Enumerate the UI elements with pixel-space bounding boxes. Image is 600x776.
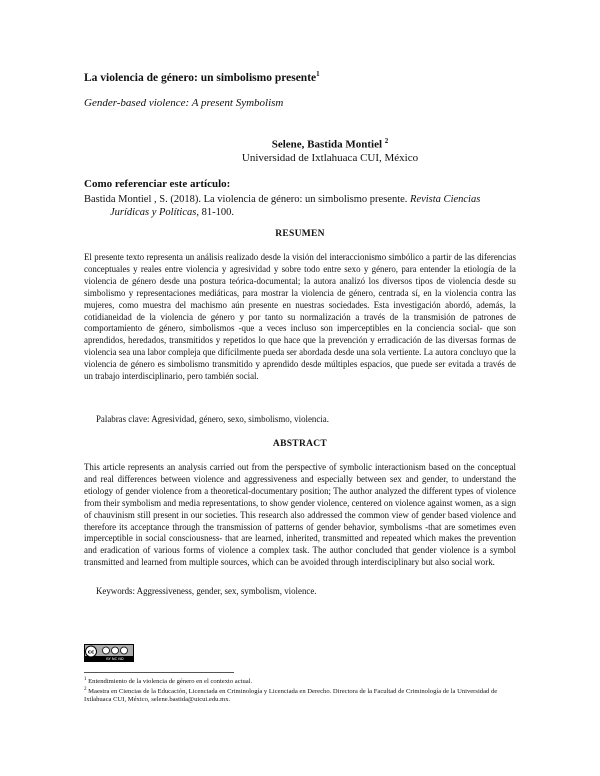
- author-footnote-mark[interactable]: 2: [384, 137, 389, 145]
- author-name: [0, 137, 600, 151]
- footnote-1-mark: 1: [84, 677, 87, 682]
- creative-commons-license-badge[interactable]: [84, 644, 134, 662]
- footnote-2-text: Maestra en Ciencias de la Educación, Licenciada en Criminología y Licenciada en Derecho. Directora de la Facultad de Criminología de la Universidad de Ixtlahuaca CUI, México, selene.bastida@uicui.edu.mx.: [84, 688, 498, 704]
- author-institution: Universidad de Ixtlahuaca CUI, México: [241, 152, 419, 164]
- journal-name-part1: Revista Ciencias: [410, 194, 481, 205]
- article-title: [84, 70, 320, 84]
- citation-text: [84, 193, 514, 219]
- footnote-2-mark: 2: [84, 687, 87, 692]
- noncommercial-icon: [112, 647, 119, 654]
- noderivatives-icon: [121, 647, 128, 654]
- resumen-keywords: Palabras clave: Agresividad, género, sexo, simbolismo, violencia.: [96, 414, 329, 424]
- cc-license-terms: BY NC ND: [106, 657, 124, 661]
- citation-start: Bastida Montiel , S. (2018). La violencia de género: un simbolismo presente.: [84, 194, 411, 205]
- abstract-body: This article represents an analysis carried out from the perspective of symbolic interactionism based on the conceptual and real differences between violence and aggressiveness and especially between sex and gender, to understand the etiology of gender violence from a theoretical-documentary position; The author analyzed the different types of violence from their symbolism and media representations, to show gender violence, centered on violence against women, as a sign of chauvinism still present in our societies. This research also addressed the common view of gender based violence and therefore its acceptance through the transmission of patterns of gender behavior, symbolisms -that are sometimes even imperceptible in social consciousness- that are learned, inherited, transmitted and repeated which makes the prevention and eradication of various forms of violence a complex task. The author concluded that gender violence is a symbol transmitted and learned from multiple sources, which can be avoided through interdisciplinary but also social work.: [84, 462, 516, 568]
- article-title-text: La violencia de género: un simbolismo presente: [84, 71, 317, 84]
- footnote-separator: [84, 672, 234, 673]
- citation-heading: Como referenciar este artículo:: [84, 178, 231, 190]
- title-footnote-mark[interactable]: 1: [316, 70, 320, 78]
- footnote-1: [84, 676, 516, 686]
- citation-end: , 81-100.: [196, 207, 234, 218]
- abstract-keywords: Keywords: Aggressiveness, gender, sex, symbolism, violence.: [96, 586, 317, 596]
- journal-name-part2: Jurídicas y Políticas: [110, 207, 197, 218]
- footnote-1-text: Entendimiento de la violencia de género en el contexto actual.: [86, 678, 253, 686]
- resumen-body: El presente texto representa un análisis realizado desde la visión del interaccionismo simbólico a partir de las diferencias conceptuales y reales entre violencia y agresividad y sobre todo entre sexo y género, para entender la etiología de la violencia de género desde una postura teórica-documental; la autora analizó los diversos tipos de violencia desde su simbolismo y representaciones mediáticas, para mostrar la violencia de género, centrada sí, en la violencia contra las mujeres, como muestra del machismo aún presente en nuestras sociedades. Esta investigación abordó, además, la cotidianeidad de la violencia de género y por tanto su normalización a través de la transmisión de patrones de comportamiento de género, simbolismos -que a veces incluso son imperceptibles en la conciencia social- que son aprendidos, heredados, transmitidos y repetidos lo que hace que la prevención y erradicación de las diversas formas de violencia sea una labor compleja que difícilmente pueda ser abordada desde una sola vertiente. La autora concluyo que la violencia de género es simbolismo transmitido y aprendido desde múltiples espacios, que puede ser evitada a través de un trabajo interdisciplinario, pero también social.: [84, 252, 516, 382]
- attribution-icon: [103, 647, 110, 654]
- abstract-heading: ABSTRACT: [272, 439, 328, 449]
- footnote-2: [84, 686, 516, 705]
- author-name-text: Selene, Bastida Montiel: [271, 138, 383, 151]
- citation-line2: [84, 206, 514, 219]
- article-subtitle: Gender-based violence: A present Symbolism: [84, 97, 284, 109]
- cc-logo-text: cc: [87, 649, 95, 656]
- resumen-heading: RESUMEN: [275, 229, 325, 239]
